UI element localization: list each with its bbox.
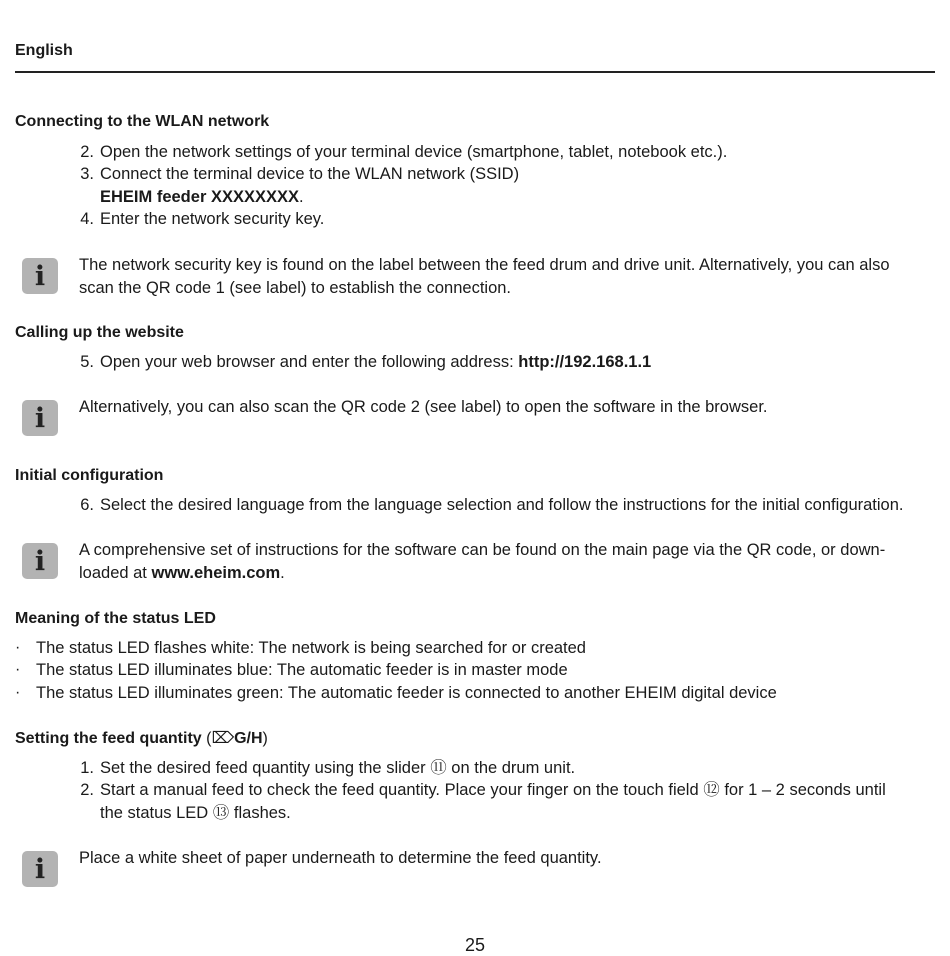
heading-ref-open: (⌦ bbox=[206, 730, 235, 747]
info-icon bbox=[22, 400, 58, 436]
section-heading-feed-quantity bbox=[15, 729, 268, 749]
bullet-dot: · bbox=[15, 684, 21, 701]
website-address: http://192.168.1.1 bbox=[518, 353, 652, 371]
bullet-dot: · bbox=[15, 661, 21, 678]
info-icon-glyph: i bbox=[34, 261, 46, 292]
section-heading-status-led: Meaning of the status LED bbox=[15, 610, 216, 627]
language-header: English bbox=[15, 42, 73, 59]
info-icon bbox=[22, 543, 58, 579]
info-note-end: . bbox=[280, 564, 285, 582]
info-icon-glyph: i bbox=[34, 854, 46, 885]
led-item: The status LED illuminates blue: The automatic feeder is in master mode bbox=[36, 661, 568, 679]
info-icon bbox=[22, 258, 58, 294]
step-text: Start a manual feed to check the feed quantity. Place your finger on the touch field ⑫ for 1 – 2 seconds until bbox=[100, 781, 886, 799]
info-note-line: Alternatively, you can also scan the QR code 2 (see label) to open the software in the browser. bbox=[79, 398, 768, 416]
info-note-line: The network security key is found on the label between the feed drum and drive unit. Alternatively, you can also bbox=[79, 256, 890, 274]
led-item: The status LED illuminates green: The automatic feeder is connected to another EHEIM digital device bbox=[36, 684, 777, 702]
info-icon-glyph: i bbox=[34, 403, 46, 434]
step-text-continued: the status LED ⑬ flashes. bbox=[100, 804, 291, 822]
step-text bbox=[100, 351, 651, 373]
eheim-website: www.eheim.com bbox=[151, 564, 281, 582]
step-number: 5. bbox=[80, 353, 94, 371]
step-text: Enter the network security key. bbox=[100, 210, 325, 228]
section-heading-website: Calling up the website bbox=[15, 324, 184, 341]
step-number: 4. bbox=[80, 210, 94, 228]
step-number: 6. bbox=[80, 496, 94, 514]
step-text: Connect the terminal device to the WLAN network (SSID) bbox=[100, 165, 520, 183]
figure-ref: G/H bbox=[234, 730, 263, 747]
step-text: Select the desired language from the language selection and follow the instructions for the initial configuration. bbox=[100, 496, 904, 514]
header-rule bbox=[15, 71, 935, 73]
page-number: 25 bbox=[464, 935, 486, 955]
section-heading-wlan: Connecting to the WLAN network bbox=[15, 113, 270, 130]
info-icon-glyph: i bbox=[34, 546, 46, 577]
step-number: 1. bbox=[80, 759, 94, 777]
ssid-suffix: . bbox=[299, 188, 304, 206]
ssid-line bbox=[100, 186, 304, 208]
info-note-line: scan the QR code 1 (see label) to establish the connection. bbox=[79, 279, 512, 297]
info-note-line: Place a white sheet of paper underneath to determine the feed quantity. bbox=[79, 849, 602, 867]
step-text: Open the network settings of your terminal device (smartphone, tablet, notebook etc.). bbox=[100, 143, 728, 161]
ssid-name: EHEIM feeder XXXXXXXX bbox=[100, 188, 299, 206]
section-heading-initial-config: Initial configuration bbox=[15, 467, 164, 484]
step-text-part: Open your web browser and enter the following address: bbox=[100, 353, 519, 371]
heading-ref-close: ) bbox=[262, 730, 268, 747]
led-item: The status LED flashes white: The network is being searched for or created bbox=[36, 639, 586, 657]
step-text: Set the desired feed quantity using the slider ⑪ on the drum unit. bbox=[100, 759, 576, 777]
info-note-line: A comprehensive set of instructions for the software can be found on the main page via the QR code, or down- bbox=[79, 541, 886, 559]
bullet-dot: · bbox=[15, 639, 21, 656]
step-number: 2. bbox=[80, 143, 94, 161]
info-icon bbox=[22, 851, 58, 887]
step-number: 3. bbox=[80, 165, 94, 183]
heading-text: Setting the feed quantity bbox=[15, 730, 207, 747]
info-note-part: loaded at bbox=[79, 564, 152, 582]
info-note-line bbox=[79, 562, 285, 585]
step-number: 2. bbox=[80, 781, 94, 799]
